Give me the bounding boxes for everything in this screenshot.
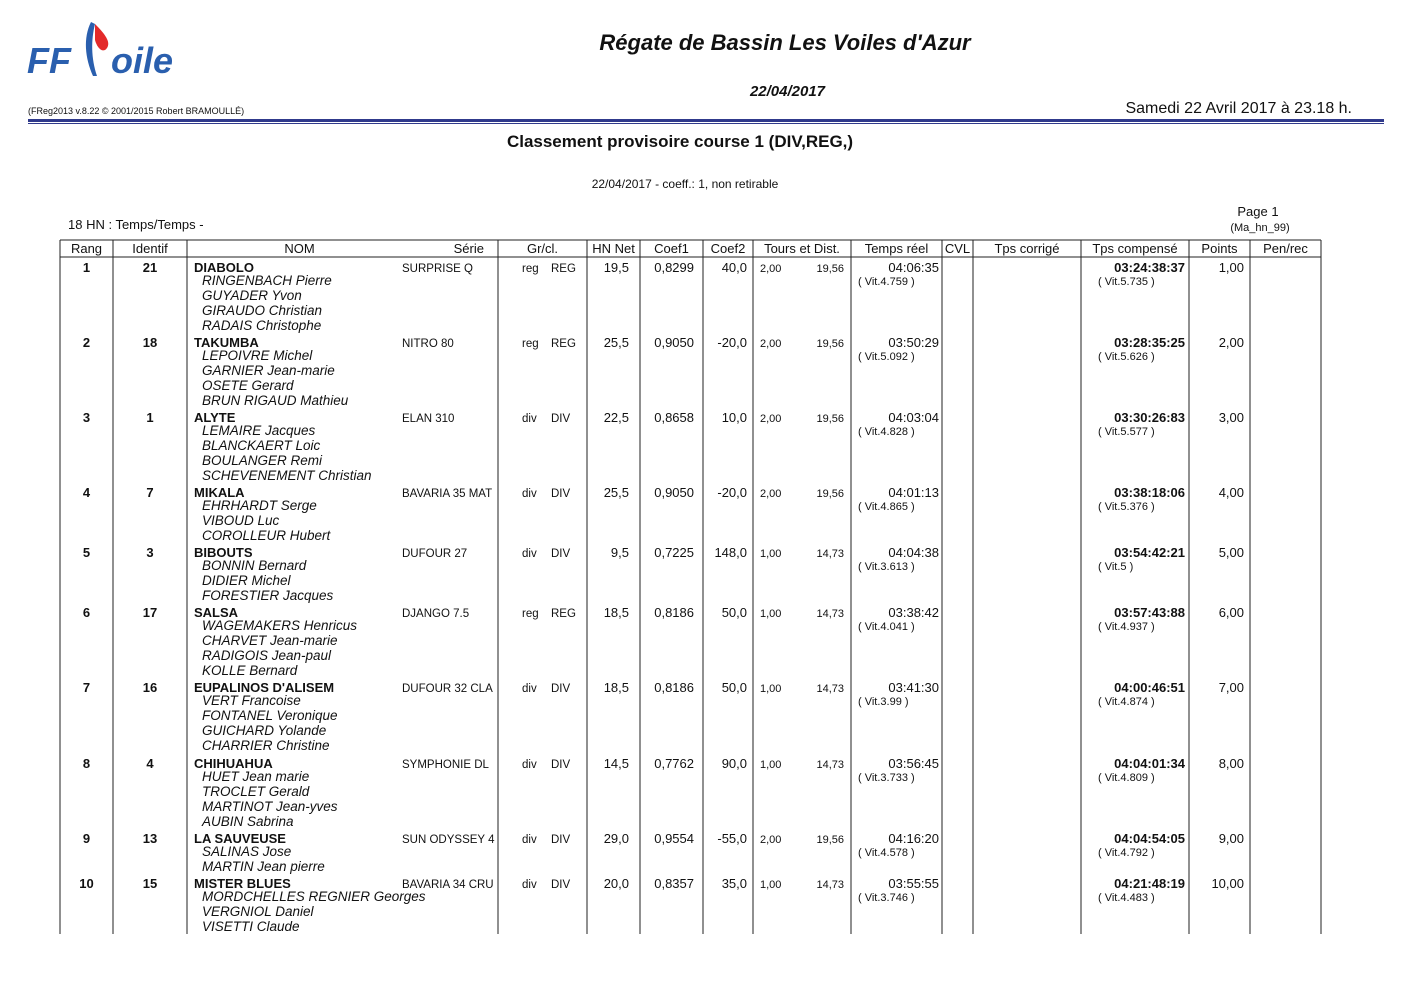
vitesse-reel: ( Vit.3.99 ) [858,696,909,708]
identif-cell: 13 [142,831,158,846]
crew-member: MORDCHELLES REGNIER Georges [202,889,426,904]
vitesse-compense: ( Vit.5.376 ) [1098,501,1155,513]
class-cell: DIV [551,879,571,891]
crew-member: COROLLEUR Hubert [202,528,331,543]
boat-name: MIKALA [194,485,245,500]
tps-compense-cell: 03:54:42:21 [1114,545,1185,560]
points-cell: 7,00 [1218,680,1244,695]
points-cell: 10,00 [1211,876,1244,891]
tps-compense-cell: 03:57:43:88 [1114,605,1185,620]
crew-member: OSETE Gerard [202,378,294,393]
temps-reel-cell: 03:38:42 [888,605,939,620]
coef1-cell: 0,9050 [654,335,694,350]
crew-member: VERGNIOL Daniel [202,904,314,919]
boat-name: TAKUMBA [194,335,259,350]
column-header-points: Points [1201,241,1238,256]
hn-net-cell: 18,5 [603,680,629,695]
tours-cell: 1,00 [760,548,782,560]
coef2-cell: 10,0 [721,410,747,425]
crew-member: FONTANEL Veronique [202,708,338,723]
column-header-rang: Rang [70,241,103,256]
vitesse-compense: ( Vit.4.809 ) [1098,772,1155,784]
hn-net-cell: 19,5 [603,260,629,275]
distance-cell: 19,56 [816,413,844,425]
serie-cell: BAVARIA 35 MAT [402,488,493,500]
class-cell: DIV [551,834,571,846]
group-cell: reg [522,608,539,620]
hn-net-cell: 25,5 [603,485,629,500]
crew-member: CHARRIER Christine [202,738,330,753]
distance-cell: 14,73 [816,548,844,560]
group-cell: div [522,759,537,771]
coef2-cell: 50,0 [721,605,747,620]
column-header-coef1: Coef1 [654,241,689,256]
group-cell: reg [522,263,539,275]
coefficient-line: 22/04/2017 - coeff.: 1, non retirable [591,177,779,191]
identif-cell: 15 [142,876,158,891]
vitesse-compense: ( Vit.5.626 ) [1098,351,1155,363]
crew-member: MARTINOT Jean-yves [202,799,338,814]
printed-timestamp: Samedi 22 Avril 2017 à 23.18 h. [1125,100,1352,117]
tps-compense-cell: 04:00:46:51 [1114,680,1185,695]
column-header-tps-corrige: Tps corrigé [994,241,1060,256]
crew-member: BLANCKAERT Loic [202,438,321,453]
event-date: 22/04/2017 [749,83,826,100]
crew-member: GUICHARD Yolande [202,723,327,738]
rang-cell: 8 [82,756,91,771]
crew-member: BONNIN Bernard [202,558,307,573]
crew-member: RADIGOIS Jean-paul [202,648,332,663]
crew-member: LEPOIVRE Michel [202,348,313,363]
rang-cell: 7 [82,680,91,695]
column-header-tours-dist: Tours et Dist. [764,241,840,256]
crew-member: CHARVET Jean-marie [202,633,338,648]
tours-cell: 1,00 [760,683,782,695]
vitesse-reel: ( Vit.3.733 ) [858,772,915,784]
hn-net-cell: 9,5 [610,545,629,560]
coef1-cell: 0,8186 [654,680,694,695]
group-cell: div [522,488,537,500]
coef2-cell: 35,0 [721,876,747,891]
class-cell: DIV [551,488,571,500]
software-version: (FReg2013 v.8.22 © 2001/2015 Robert BRAMOULLÉ) [28,106,245,116]
group-cell: div [522,879,537,891]
vitesse-compense: ( Vit.4.874 ) [1098,696,1155,708]
group-cell: div [522,834,537,846]
page-number: Page 1 [1237,204,1279,219]
identif-cell: 1 [146,410,154,425]
coef1-cell: 0,8186 [654,605,694,620]
points-cell: 9,00 [1218,831,1244,846]
tps-compense-cell: 04:04:01:34 [1114,756,1185,771]
rang-cell: 2 [82,335,91,350]
serie-cell: DUFOUR 27 [402,548,468,560]
class-cell: DIV [551,759,571,771]
vitesse-compense: ( Vit.4.792 ) [1098,847,1155,859]
hn-net-cell: 14,5 [603,756,629,771]
vitesse-compense: ( Vit.5.577 ) [1098,426,1155,438]
crew-member: BOULANGER Remi [202,453,323,468]
identif-cell: 17 [142,605,158,620]
vitesse-compense: ( Vit.4.483 ) [1098,892,1155,904]
class-cell: DIV [551,548,571,560]
temps-reel-cell: 04:01:13 [888,485,939,500]
temps-reel-cell: 04:16:20 [888,831,939,846]
vitesse-reel: ( Vit.5.092 ) [858,351,915,363]
column-header-tps-compense: Tps compensé [1092,241,1178,256]
vitesse-reel: ( Vit.4.759 ) [858,276,915,288]
identif-cell: 3 [146,545,154,560]
vitesse-compense: ( Vit.5 ) [1098,561,1134,573]
vitesse-reel: ( Vit.4.041 ) [858,621,915,633]
group-cell: div [522,683,537,695]
coef1-cell: 0,7762 [654,756,694,771]
coef1-cell: 0,9554 [654,831,694,846]
boat-name: EUPALINOS D'ALISEM [194,680,335,695]
column-header-nom: NOM [284,241,315,256]
crew-member: RINGENBACH Pierre [202,273,332,288]
coef1-cell: 0,8658 [654,410,694,425]
vitesse-reel: ( Vit.3.746 ) [858,892,915,904]
tps-compense-cell: 03:38:18:06 [1114,485,1185,500]
crew-member: GUYADER Yvon [202,288,302,303]
distance-cell: 14,73 [816,879,844,891]
column-header-serie: Série [453,241,484,256]
vitesse-compense: ( Vit.4.937 ) [1098,621,1155,633]
crew-member: GIRAUDO Christian [202,303,323,318]
coef2-cell: -20,0 [717,335,747,350]
column-header-pen-rec: Pen/rec [1263,241,1308,256]
crew-member: FORESTIER Jacques [202,588,334,603]
svg-text:FF: FF [27,40,71,81]
rang-cell: 9 [82,831,91,846]
group-cell: div [522,548,537,560]
crew-member: DIDIER Michel [202,573,291,588]
class-cell: REG [551,338,576,350]
report-code: (Ma_hn_99) [1230,222,1290,234]
crew-member: MARTIN Jean pierre [202,859,325,874]
coef2-cell: -20,0 [717,485,747,500]
tps-compense-cell: 04:04:54:05 [1114,831,1185,846]
coef1-cell: 0,8357 [654,876,694,891]
temps-reel-cell: 04:06:35 [888,260,939,275]
tps-compense-cell: 03:28:35:25 [1114,335,1185,350]
tps-compense-cell: 03:30:26:83 [1114,410,1185,425]
distance-cell: 14,73 [816,608,844,620]
boat-name: SALSA [194,605,239,620]
crew-member: KOLLE Bernard [202,663,298,678]
crew-member: TROCLET Gerald [202,784,310,799]
vitesse-compense: ( Vit.5.735 ) [1098,276,1155,288]
boat-name: BIBOUTS [194,545,253,560]
column-header-cvl: CVL [944,241,971,256]
identif-cell: 16 [142,680,158,695]
tours-cell: 2,00 [760,413,782,425]
crew-member: EHRHARDT Serge [202,498,317,513]
page-title: Régate de Bassin Les Voiles d'Azur [599,30,971,55]
column-header-hn-net: HN Net [592,241,635,256]
crew-member: SCHEVENEMENT Christian [202,468,372,483]
svg-text:oile: oile [111,40,174,81]
boat-name: CHIHUAHUA [194,756,273,771]
distance-cell: 19,56 [816,263,844,275]
crew-member: LEMAIRE Jacques [202,423,316,438]
coef2-cell: 90,0 [721,756,747,771]
rang-cell: 3 [82,410,91,425]
crew-member: SALINAS Jose [202,844,292,859]
identif-cell: 4 [146,756,154,771]
temps-reel-cell: 03:56:45 [888,756,939,771]
temps-reel-cell: 03:55:55 [888,876,939,891]
distance-cell: 14,73 [816,759,844,771]
identif-cell: 18 [142,335,158,350]
crew-member: VERT Francoise [202,693,301,708]
group-cell: div [522,413,537,425]
serie-cell: SYMPHONIE DL [402,759,489,771]
serie-cell: SUN ODYSSEY 4 [402,834,495,846]
points-cell: 2,00 [1218,335,1244,350]
points-cell: 3,00 [1218,410,1244,425]
hn-net-cell: 20,0 [603,876,629,891]
hn-net-cell: 25,5 [603,335,629,350]
vitesse-reel: ( Vit.3.613 ) [858,561,915,573]
temps-reel-cell: 04:04:38 [888,545,939,560]
tours-cell: 2,00 [760,263,782,275]
class-cell: DIV [551,413,571,425]
tours-cell: 2,00 [760,834,782,846]
serie-cell: NITRO 80 [402,338,454,350]
rang-cell: 1 [82,260,91,275]
column-header-temps-reel: Temps réel [864,241,929,256]
coef1-cell: 0,7225 [654,545,694,560]
rang-cell: 4 [82,485,91,500]
temps-reel-cell: 03:50:29 [888,335,939,350]
coef1-cell: 0,8299 [654,260,694,275]
boat-name: MISTER BLUES [194,876,291,891]
temps-reel-cell: 03:41:30 [888,680,939,695]
crew-member: WAGEMAKERS Henricus [202,618,358,633]
coef1-cell: 0,9050 [654,485,694,500]
tps-compense-cell: 04:21:48:19 [1114,876,1185,891]
column-header-grcl: Gr/cl. [526,241,559,256]
ranking-subtitle: Classement provisoire course 1 (DIV,REG,) [506,132,854,151]
coef2-cell: 50,0 [721,680,747,695]
vitesse-reel: ( Vit.4.865 ) [858,501,915,513]
crew-member: GARNIER Jean-marie [202,363,335,378]
tours-cell: 2,00 [760,488,782,500]
points-cell: 1,00 [1218,260,1244,275]
tours-cell: 1,00 [760,608,782,620]
class-cell: DIV [551,683,571,695]
coef2-cell: 148,0 [714,545,747,560]
hn-net-cell: 29,0 [603,831,629,846]
distance-cell: 14,73 [816,683,844,695]
serie-cell: DUFOUR 32 CLA [402,683,493,695]
boat-name: LA SAUVEUSE [194,831,286,846]
class-cell: REG [551,263,576,275]
column-header-coef2: Coef2 [710,241,746,256]
scoring-method: 18 HN : Temps/Temps - [68,217,204,232]
serie-cell: ELAN 310 [402,413,455,425]
boat-name: ALYTE [194,410,236,425]
tours-cell: 2,00 [760,338,782,350]
coef2-cell: 40,0 [721,260,747,275]
serie-cell: DJANGO 7.5 [402,608,470,620]
distance-cell: 19,56 [816,338,844,350]
points-cell: 6,00 [1218,605,1244,620]
crew-member: AUBIN Sabrina [202,814,294,829]
vitesse-reel: ( Vit.4.578 ) [858,847,915,859]
hn-net-cell: 18,5 [603,605,629,620]
crew-member: VIBOUD Luc [202,513,280,528]
identif-cell: 21 [142,260,158,275]
vitesse-reel: ( Vit.4.828 ) [858,426,915,438]
identif-cell: 7 [146,485,154,500]
points-cell: 4,00 [1218,485,1244,500]
rang-cell: 10 [79,876,94,891]
boat-name: DIABOLO [194,260,254,275]
tours-cell: 1,00 [760,879,782,891]
serie-cell: SURPRISE Q [402,263,473,275]
group-cell: reg [522,338,539,350]
points-cell: 5,00 [1218,545,1244,560]
tps-compense-cell: 03:24:38:37 [1114,260,1185,275]
column-header-identif: Identif [132,241,168,256]
crew-member: BRUN RIGAUD Mathieu [202,393,349,408]
temps-reel-cell: 04:03:04 [888,410,939,425]
crew-member: VISETTI Claude [202,919,300,934]
crew-member: HUET Jean marie [202,769,310,784]
crew-member: RADAIS Christophe [202,318,322,333]
serie-cell: BAVARIA 34 CRU [402,879,494,891]
rang-cell: 5 [82,545,91,560]
coef2-cell: -55,0 [717,831,747,846]
tours-cell: 1,00 [760,759,782,771]
distance-cell: 19,56 [816,488,844,500]
class-cell: REG [551,608,576,620]
points-cell: 8,00 [1218,756,1244,771]
hn-net-cell: 22,5 [603,410,629,425]
rang-cell: 6 [82,605,91,620]
distance-cell: 19,56 [816,834,844,846]
